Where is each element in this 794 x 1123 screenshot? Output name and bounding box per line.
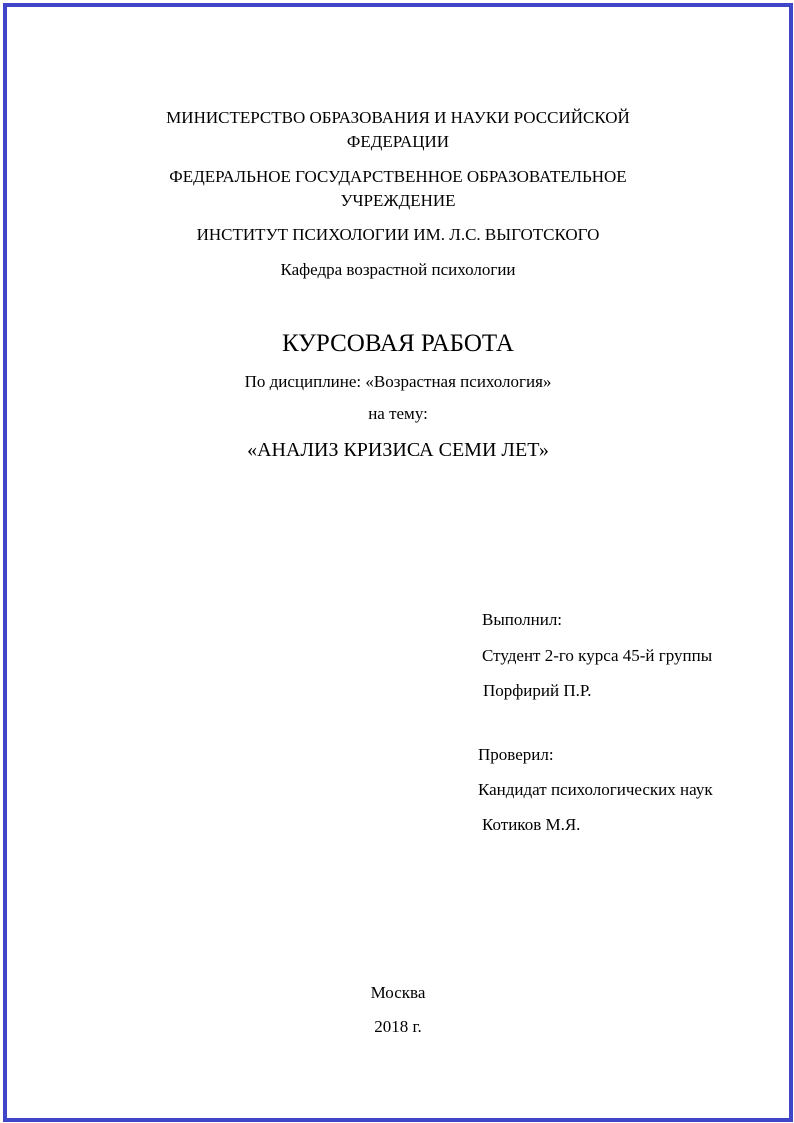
ministry-line-2: ФЕДЕРАЦИИ xyxy=(346,132,450,151)
author-label: Выполнил: xyxy=(482,610,563,629)
reviewer-label: Проверил: xyxy=(478,745,554,764)
city: Москва xyxy=(370,983,426,1002)
reviewer-degree: Кандидат психологических наук xyxy=(478,780,713,799)
reviewer-name: Котиков М.Я. xyxy=(482,815,581,834)
federal-line-1: ФЕДЕРАЛЬНОЕ ГОСУДАРСТВЕННОЕ ОБРАЗОВАТЕЛЬНОЕ xyxy=(169,167,627,186)
institute-name: ИНСТИТУТ ПСИХОЛОГИИ ИМ. Л.С. ВЫГОТСКОГО xyxy=(196,225,600,244)
department-name: Кафедра возрастной психологии xyxy=(280,260,516,279)
ministry-line-1: МИНИСТЕРСТВО ОБРАЗОВАНИЯ И НАУКИ РОССИЙСКОЙ xyxy=(166,108,630,127)
year: 2018 г. xyxy=(374,1017,422,1036)
title-page xyxy=(3,3,793,1122)
topic-label: на тему: xyxy=(368,404,428,423)
author-name: Порфирий П.Р. xyxy=(483,681,592,700)
discipline-line: По дисциплине: «Возрастная психология» xyxy=(244,372,552,391)
federal-line-2: УЧРЕЖДЕНИЕ xyxy=(340,191,456,210)
topic-title: «АНАЛИЗ КРИЗИСА СЕМИ ЛЕТ» xyxy=(247,439,549,461)
document-type-title: КУРСОВАЯ РАБОТА xyxy=(282,330,514,357)
author-course: Студент 2-го курса 45-й группы xyxy=(482,646,713,665)
